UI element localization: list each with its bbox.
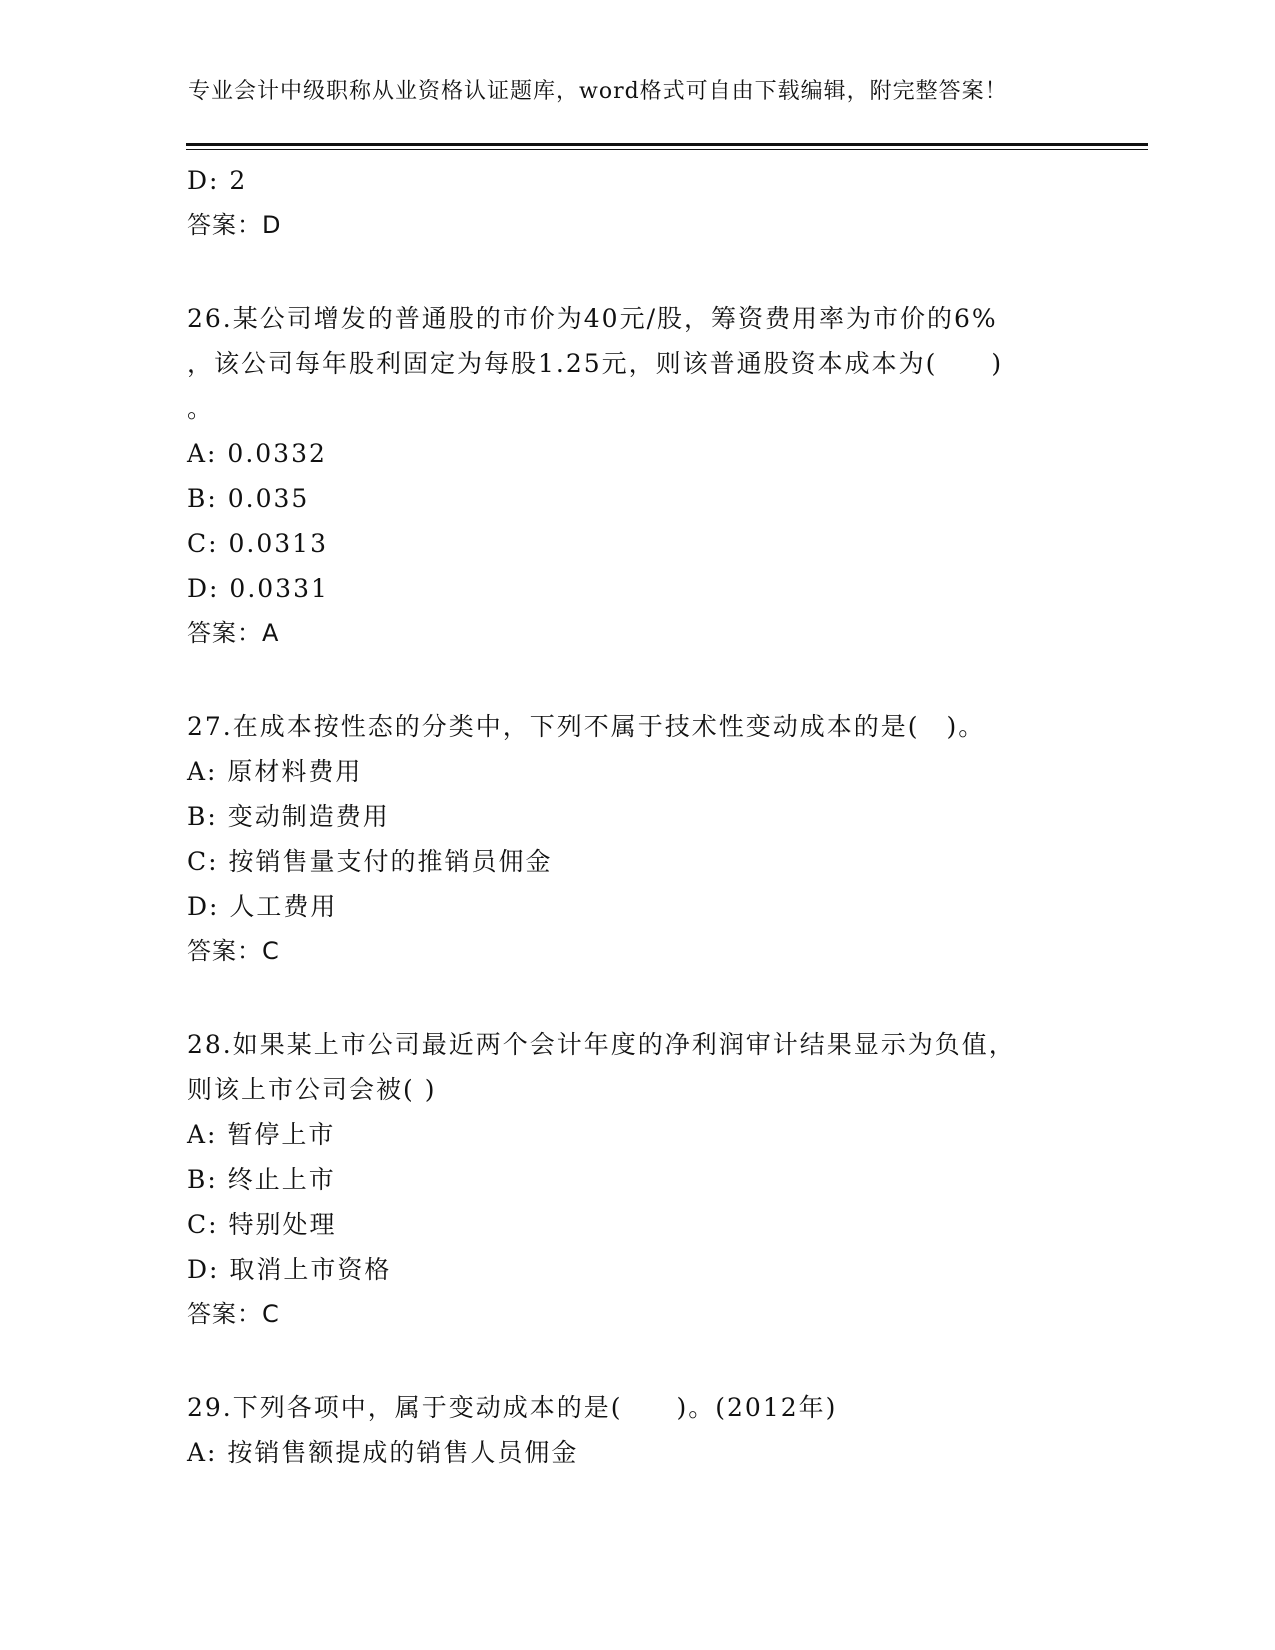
option-b: B: 0.035 bbox=[187, 484, 310, 513]
question-29 bbox=[187, 1385, 1087, 1475]
option-a: A: 原材料费用 bbox=[187, 757, 363, 786]
option-b: B: 终止上市 bbox=[187, 1165, 336, 1194]
option-c: C: 0.0313 bbox=[187, 529, 328, 558]
option-d: D: 取消上市资格 bbox=[187, 1255, 392, 1284]
question-26 bbox=[187, 296, 1087, 656]
question-text: 。 bbox=[187, 394, 215, 423]
header-rule-thick bbox=[186, 143, 1148, 146]
question-27 bbox=[187, 704, 1087, 974]
header-rule-thin bbox=[186, 149, 1148, 150]
option-a: A: 0.0332 bbox=[187, 439, 327, 468]
question-text: ，该公司每年股利固定为每股1.25元，则该普通股资本成本为( ) bbox=[187, 349, 1004, 378]
answer-line: 答案：C bbox=[187, 1300, 280, 1328]
page-header: 专业会计中级职称从业资格认证题库，word格式可自由下载编辑，附完整答案！ bbox=[188, 79, 1008, 104]
document-body bbox=[187, 158, 1087, 1475]
question-text: 29.下列各项中，属于变动成本的是( )。(2012年) bbox=[187, 1393, 838, 1422]
answer-line: 答案：A bbox=[187, 619, 280, 647]
answer-line: 答案：D bbox=[187, 211, 282, 239]
question-text: 28.如果某上市公司最近两个会计年度的净利润审计结果显示为负值， bbox=[187, 1030, 1016, 1059]
question-28 bbox=[187, 1022, 1087, 1337]
option-a: A: 按销售额提成的销售人员佣金 bbox=[187, 1438, 579, 1467]
question-text: 26.某公司增发的普通股的市价为40元/股，筹资费用率为市价的6% bbox=[187, 304, 998, 333]
option-a: A: 暂停上市 bbox=[187, 1120, 336, 1149]
option-d: D: 0.0331 bbox=[187, 574, 329, 603]
option-d: D: 2 bbox=[187, 166, 248, 195]
option-c: C: 按销售量支付的推销员佣金 bbox=[187, 847, 553, 876]
question-text: 27.在成本按性态的分类中，下列不属于技术性变动成本的是( )。 bbox=[187, 712, 986, 741]
option-b: B: 变动制造费用 bbox=[187, 802, 390, 831]
question-text: 则该上市公司会被( ) bbox=[187, 1075, 437, 1104]
option-d: D: 人工费用 bbox=[187, 892, 338, 921]
option-c: C: 特别处理 bbox=[187, 1210, 337, 1239]
answer-line: 答案：C bbox=[187, 937, 280, 965]
